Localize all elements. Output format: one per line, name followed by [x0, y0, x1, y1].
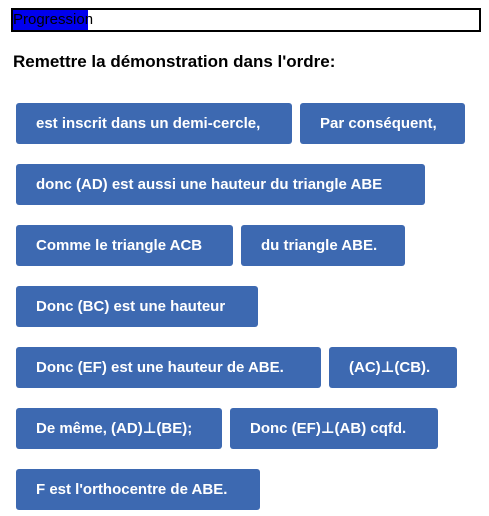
sentence-tile[interactable]: Donc (BC) est une hauteur — [16, 286, 258, 327]
instruction-heading: Remettre la démonstration dans l'ordre: — [13, 52, 336, 71]
sentence-tile[interactable]: De même, (AD)⊥(BE); — [16, 408, 222, 449]
sentence-tile[interactable]: Donc (EF)⊥(AB) cqfd. — [230, 408, 438, 449]
sentence-tile[interactable]: Comme le triangle ACB — [16, 225, 233, 266]
sentence-tile[interactable]: F est l'orthocentre de ABE. — [16, 469, 260, 510]
sentence-tile[interactable]: donc (AD) est aussi une hauteur du triangle ABE — [16, 164, 425, 205]
sentence-tile[interactable]: Donc (EF) est une hauteur de ABE. — [16, 347, 321, 388]
sentence-tile[interactable]: est inscrit dans un demi-cercle, — [16, 103, 292, 144]
progress-bar — [11, 8, 481, 32]
sentence-tile[interactable]: Par conséquent, — [300, 103, 465, 144]
progress-label: Progression — [13, 11, 94, 28]
sentence-tile[interactable]: (AC)⊥(CB). — [329, 347, 457, 388]
sentence-tile[interactable]: du triangle ABE. — [241, 225, 405, 266]
